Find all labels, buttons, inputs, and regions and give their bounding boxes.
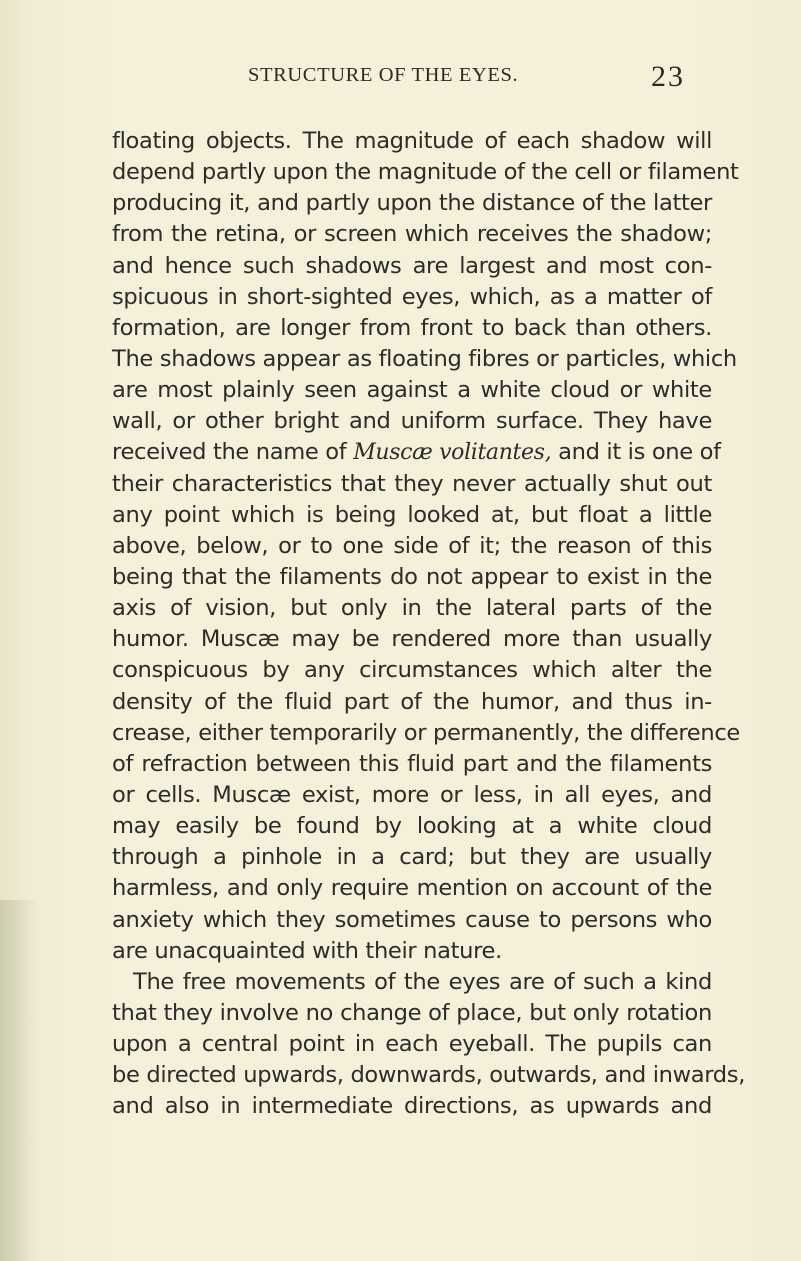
text-line: spicuous in short-sighted eyes, which, as a matter of [112,283,712,310]
text-line: crease, either temporarily or permanently, the difference [112,719,740,746]
text-line: conspicuous by any circumstances which alter the [112,657,712,684]
page-header [0,60,801,100]
text-line-with-italic [112,437,721,468]
page-edge-shadow [0,900,40,1261]
text-line: of refraction between this fluid part and the filaments [112,750,712,777]
text-line: upon a central point in each eyeball. The pupils can [112,1031,712,1058]
text-line: and hence such shadows are largest and most con- [112,252,712,279]
text-line: are most plainly seen against a white cloud or white [112,377,712,404]
text-line: are unacquainted with their nature. [112,937,502,964]
text-line: that they involve no change of place, but only rotation [112,999,712,1026]
text-line: depend partly upon the magnitude of the cell or filament [112,159,739,186]
text-segment: and it is one of [551,439,721,466]
text-line: their characteristics that they never actually shut out [112,470,712,497]
text-line: wall, or other bright and uniform surface. They have [112,408,712,435]
text-line: anxiety which they sometimes cause to persons who [112,906,712,933]
text-line: producing it, and partly upon the distance of the latter [112,190,712,217]
text-line: being that the filaments do not appear to exist in the [112,563,712,590]
italic-term: Muscæ volitantes, [353,440,552,466]
text-segment: received the name of [112,439,354,466]
text-line: humor. Muscæ may be rendered more than usually [112,626,712,653]
body-text [112,126,746,1123]
text-line: harmless, and only require mention on account of the [112,875,712,902]
paragraph-start-line: The free movements of the eyes are of such a kind [133,968,712,995]
text-line: axis of vision, but only in the lateral parts of the [112,595,712,622]
text-line: density of the fluid part of the humor, and thus in- [112,688,712,715]
text-line: through a pinhole in a card; but they are usually [112,844,712,871]
text-line: be directed upwards, downwards, outwards, and inwards, [112,1062,746,1089]
text-line: from the retina, or screen which receives the shadow; [112,221,712,248]
text-line: may easily be found by looking at a white cloud [112,813,712,840]
text-line: The shadows appear as floating fibres or particles, which [112,345,737,372]
text-line: or cells. Muscæ exist, more or less, in all eyes, and [112,781,712,808]
text-line: and also in intermediate directions, as upwards and [112,1093,712,1120]
text-line: floating objects. The magnitude of each shadow will [112,128,712,154]
text-line: formation, are longer from front to back than others. [112,314,712,341]
text-line: above, below, or to one side of it; the reason of this [112,532,712,559]
running-title: STRUCTURE OF THE EYES. [248,64,519,86]
page-number: 23 [651,60,685,93]
text-line: any point which is being looked at, but float a little [112,501,712,528]
